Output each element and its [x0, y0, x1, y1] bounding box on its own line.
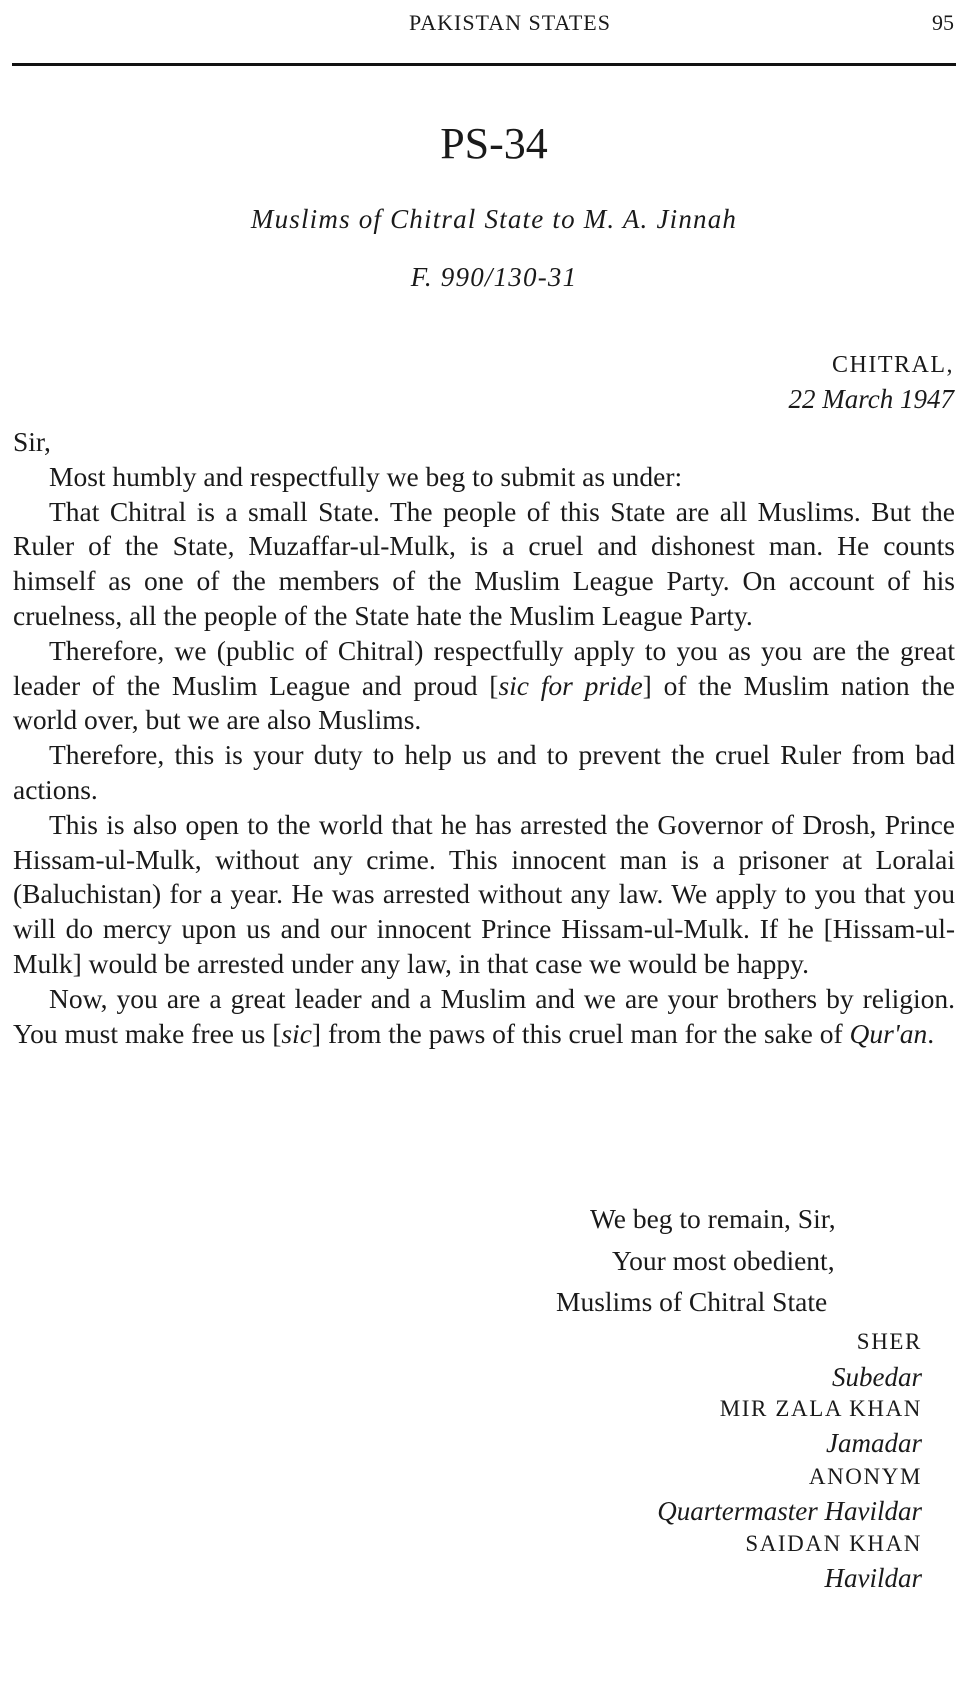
closing-line-2: Your most obedient, [612, 1245, 835, 1276]
header-rule [12, 63, 956, 66]
letter-place: CHITRAL, [832, 352, 954, 378]
closing-line-3: Muslims of Chitral State [556, 1286, 828, 1317]
text-run: Most humbly and respectfully we beg to submit as under: [49, 460, 683, 492]
text-run: . [927, 1017, 935, 1049]
paragraph [13, 495, 955, 634]
signatory-name: ANONYM [808, 1464, 922, 1489]
text-run: That Chitral is a small State. The people of this State are all Muslims. But the Ruler of the State, Muzaffar-ul-Mulk, is a cruel and dishonest man. He counts himself as one of the members of the Muslim League Party. On account of his cruelness, all the people of the State hate the Muslim League Party. [13, 495, 955, 631]
page-number: 95 [932, 10, 954, 35]
signatory-name: SHER [856, 1329, 922, 1354]
letter-body [13, 425, 955, 1051]
closing-line-1: We beg to remain, Sir, [590, 1203, 836, 1234]
document-title: Muslims of Chitral State to M. A. Jinnah [250, 204, 738, 234]
text-run: ] of the Muslim nation the world over, but we are also Muslims. [13, 669, 955, 736]
paragraphs [13, 460, 955, 1052]
paragraph [13, 738, 955, 808]
text-run: This is also open to the world that he has arrested the Governor of Drosh, Prince Hissam-ul-Mulk, without any crime. This innocent man is a prisoner at Loralai (Baluchistan) for a year. He was arrested without any law. We apply to you that you will do mercy upon us and our innocent Prince Hissam-ul-Mulk. If he [Hissam-ul-Mulk] would be arrested under any law, in that case we would be happy. [13, 808, 955, 979]
text-run: ] from the paws of this cruel man for the sake of [311, 1017, 850, 1049]
italic-run: Qur'an [849, 1017, 928, 1049]
text-run: Now, you are a great leader and a Muslim and we are your brothers by religion. You must make free us [ [13, 982, 955, 1049]
paragraph [13, 634, 955, 738]
text-run: Therefore, this is your duty to help us and to prevent the cruel Ruler from bad actions. [13, 739, 955, 805]
signatory-rank: Jamadar [826, 1428, 922, 1458]
document-reference: F. 990/130-31 [410, 262, 578, 292]
paragraph [13, 808, 955, 982]
running-head [0, 8, 968, 48]
running-title: PAKISTAN STATES [409, 10, 611, 35]
document-id: PS-34 [440, 119, 548, 168]
signatory-name: MIR ZALA KHAN [719, 1396, 922, 1421]
italic-run: sic for pride [498, 669, 643, 701]
letter-date: 22 March 1947 [788, 384, 954, 414]
text-run: Therefore, we (public of Chitral) respectfully apply to you as you are the great leader of the Muslim League and proud [ [13, 634, 955, 701]
signatory-rank: Quartermaster Havildar [657, 1496, 922, 1526]
signatory-rank: Subedar [832, 1362, 922, 1392]
signatory-name: SAIDAN KHAN [745, 1531, 922, 1556]
paragraph [13, 460, 955, 495]
italic-run: sic [281, 1017, 312, 1049]
paragraph [13, 982, 955, 1052]
salutation: Sir, [13, 426, 51, 457]
signatory-rank: Havildar [824, 1563, 922, 1593]
